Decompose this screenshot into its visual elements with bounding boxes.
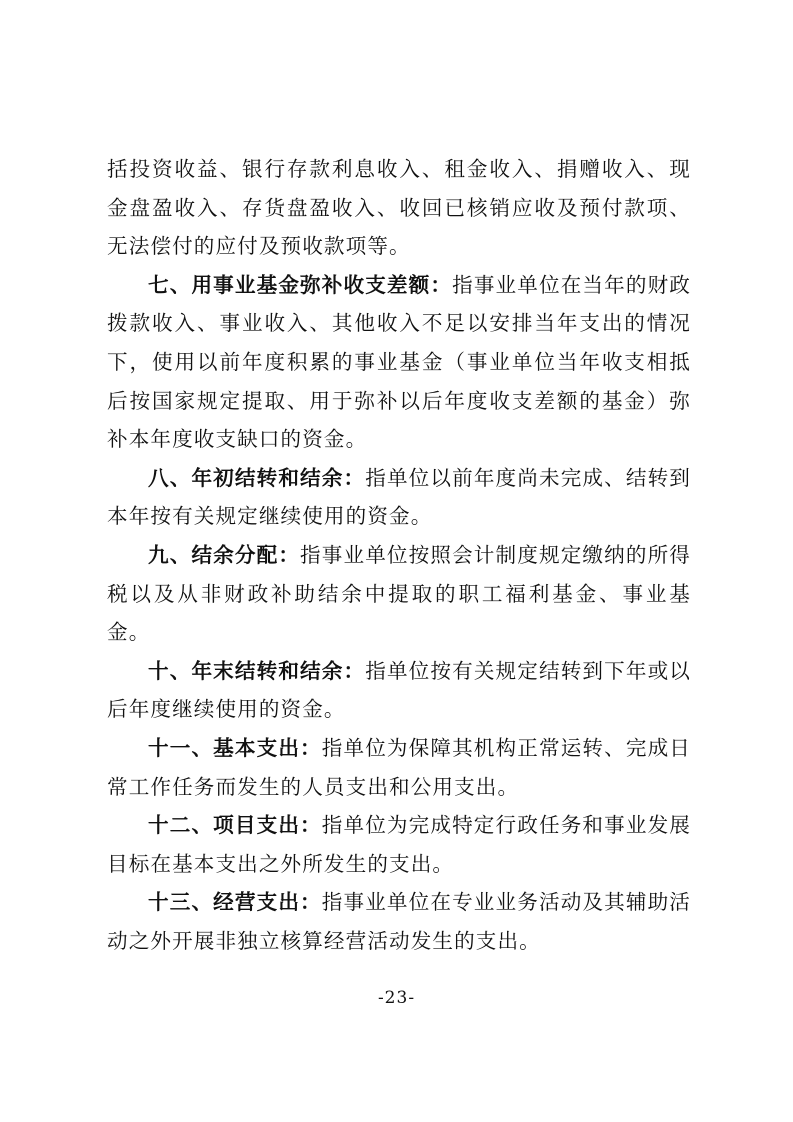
paragraph-text: 括投资收益、银行存款利息收入、租金收入、捐赠收入、现金盘盈收入、存货盘盈收入、收回已核销应收及预付款项、无法偿付的应付及预收款项等。 [107,157,691,259]
paragraph-text: 指单位为完成特定行政任务和事业发展目标在基本支出之外所发生的支出。 [107,813,691,876]
term-heading: 七、用事业基金弥补收支差额： [148,272,453,297]
paragraph-operating-expenditure [107,883,691,960]
term-heading: 十二、项目支出： [148,813,322,838]
paragraph-text: 指事业单位在专业业务活动及其辅助活动之外开展非独立核算经营活动发生的支出。 [107,890,691,953]
paragraph-text: 指单位以前年度尚未完成、结转到本年按有关规定继续使用的资金。 [107,465,692,529]
paragraph-basic-expenditure [107,729,691,806]
paragraph-text: 指事业单位在当年的财政拨款收入、事业收入、其他收入不足以安排当年支出的情况下，使用以前年度积累的事业基金（事业单位当年收支相抵后按国家规定提取、用于弥补以后年度收支差额的基金）弥补本年度收支缺口的资金。 [107,272,691,452]
page-number: -23- [377,988,416,1008]
paragraph-text: 指事业单位按照会计制度规定缴纳的所得税以及从非财政补助结余中提取的职工福利基金、事业基金。 [107,542,691,645]
term-heading: 十三、经营支出： [148,890,322,915]
paragraph-fund-subsidy [107,266,691,459]
term-heading: 八、年初结转和结余： [148,465,366,490]
term-heading: 十、年末结转和结余： [148,658,366,683]
paragraph-surplus-distribution [107,536,691,652]
paragraph-text: 指单位按有关规定结转到下年或以后年度继续使用的资金。 [107,658,692,722]
paragraph-opening-balance [107,459,691,536]
term-heading: 九、结余分配： [148,542,301,567]
paragraph-closing-balance [107,652,691,729]
paragraph-text: 指单位为保障其机构正常运转、完成日常工作任务而发生的人员支出和公用支出。 [107,735,691,799]
paragraph-project-expenditure [107,806,691,883]
term-heading: 十一、基本支出： [148,735,322,760]
paragraph-continuation [107,150,691,266]
document-body [107,150,691,960]
